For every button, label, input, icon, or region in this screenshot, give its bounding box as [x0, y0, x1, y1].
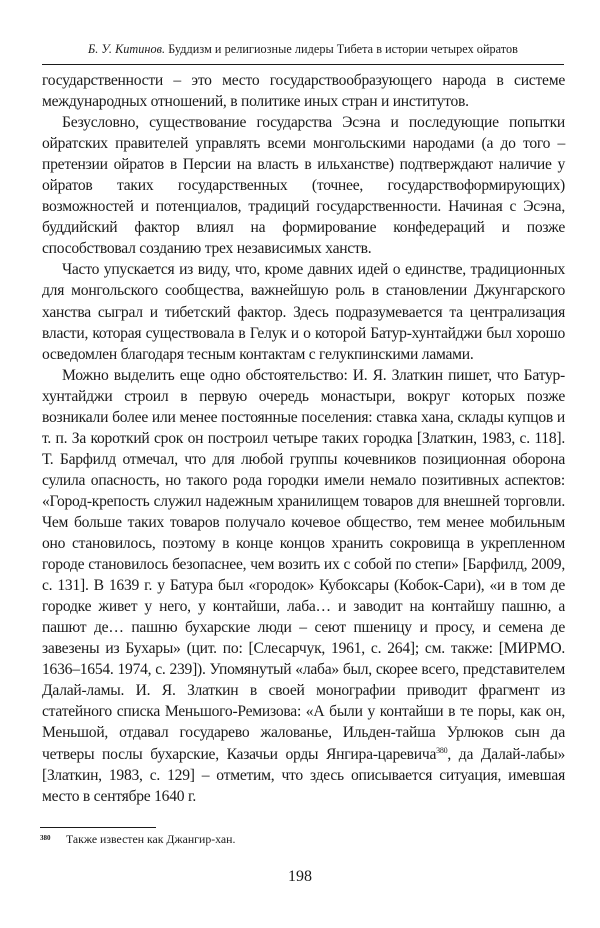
footnote — [40, 832, 235, 847]
paragraph-4-text: Можно выделить еще одно обстоятельство: И. Я. Златкин пишет, что Батур-хунтайджи строил в первую очередь монастыри, вокруг которых позже возникали более или менее постоянные поселения: ставка хана, склады купцов и т. п. За короткий срок он построил четыре таких городка [Златкин, 1983, с. 118]. Т. Барфилд отмечал, что для любой группы кочевников позиционная оборона сулила опасность, но такого рода городки имели немало позитивных аспектов: «Город-крепость служил надежным хранилищем товаров для внешней торговли. Чем больше таких товаров получало кочевое общество, тем менее мобильным оно становилось, поэтому в конце концов хранить сокровища в укрепленном городе становилось безопаснее, чем возить их с собой по степи» [Барфилд, 2009, с. 131]. В 1639 г. у Батура был «городок» Кубоксары (Кобок-Сари), «и в том де городке живет у него, у контайши, лаба… и заводит на контайшу пашню, а пашют де… пашню бухарские люди – сеют пшеницу и просу, и семена де завезены из Бухары» (цит. по: [Слесарчук, 1961, с. 264]; см. также: [МИРМО. 1636–1654. 1974, с. 239]). Упомянутый «лаба» был, скорее всего, представителем Далай-ламы. И. Я. Златкин в своей монографии приводит фрагмент из статейного списка Меньшого-Ремизова: «А были у контайши в те поры, как он, Меньшой, отдавал государево жалованье, Ильден-тайша Урлюков сын да четверы послы бухарские, Казачьи орды Янгира-царевича — [42, 366, 565, 763]
paragraph-4-text-continued: , да Далай-лабы» [Златкин, 1983, с. 129] – отметим, что здесь описывается ситуация, имевшая место в сентябре 1640 г. — [42, 745, 565, 805]
header-title: Буддизм и религиозные лидеры Тибета в истории четырех ойратов — [168, 42, 518, 56]
paragraph-3: Часто упускается из виду, что, кроме давних идей о единстве, традиционных для монгольского сообщества, важнейшую роль в становлении Джунгарского ханства сыграл и тибетский фактор. Здесь подразумевается та централизация власти, которая существовала в Гелук и о которой Батур-хунтайджи был хорошо осведомлен благодаря тесным контактам с гелукпинскими ламами. — [42, 261, 565, 363]
page-number: 198 — [288, 868, 312, 885]
running-header — [42, 42, 564, 57]
header-rule — [42, 64, 564, 65]
footnote-text: Также известен как Джангир-хан. — [66, 832, 236, 846]
footnote-number: 380 — [40, 834, 51, 842]
header-author: Б. У. Китинов. — [88, 42, 166, 56]
paragraph-1: государственности – это место государствообразующего народа в системе международных отношений, в политике иных стран и институтов. — [42, 72, 565, 111]
footnote-reference[interactable]: 380 — [436, 745, 448, 755]
paragraph-2: Безусловно, существование государства Эсэна и последующие попытки ойратских правителей управлять всеми монгольскими народами (а до того – претензии ойратов в Персии на власть в ильханстве) подтверждают наличие у ойратов таких государственных (точнее, государствоформирующих) возможностей и потенциалов, традиций государственности. Начиная с Эсэна, буддийский фактор влиял на формирование конфедераций и позже способствовал созданию трех независимых ханств. — [42, 114, 565, 258]
body-text — [42, 70, 565, 807]
footnote-rule — [40, 827, 156, 828]
paragraph-4 — [42, 365, 565, 807]
